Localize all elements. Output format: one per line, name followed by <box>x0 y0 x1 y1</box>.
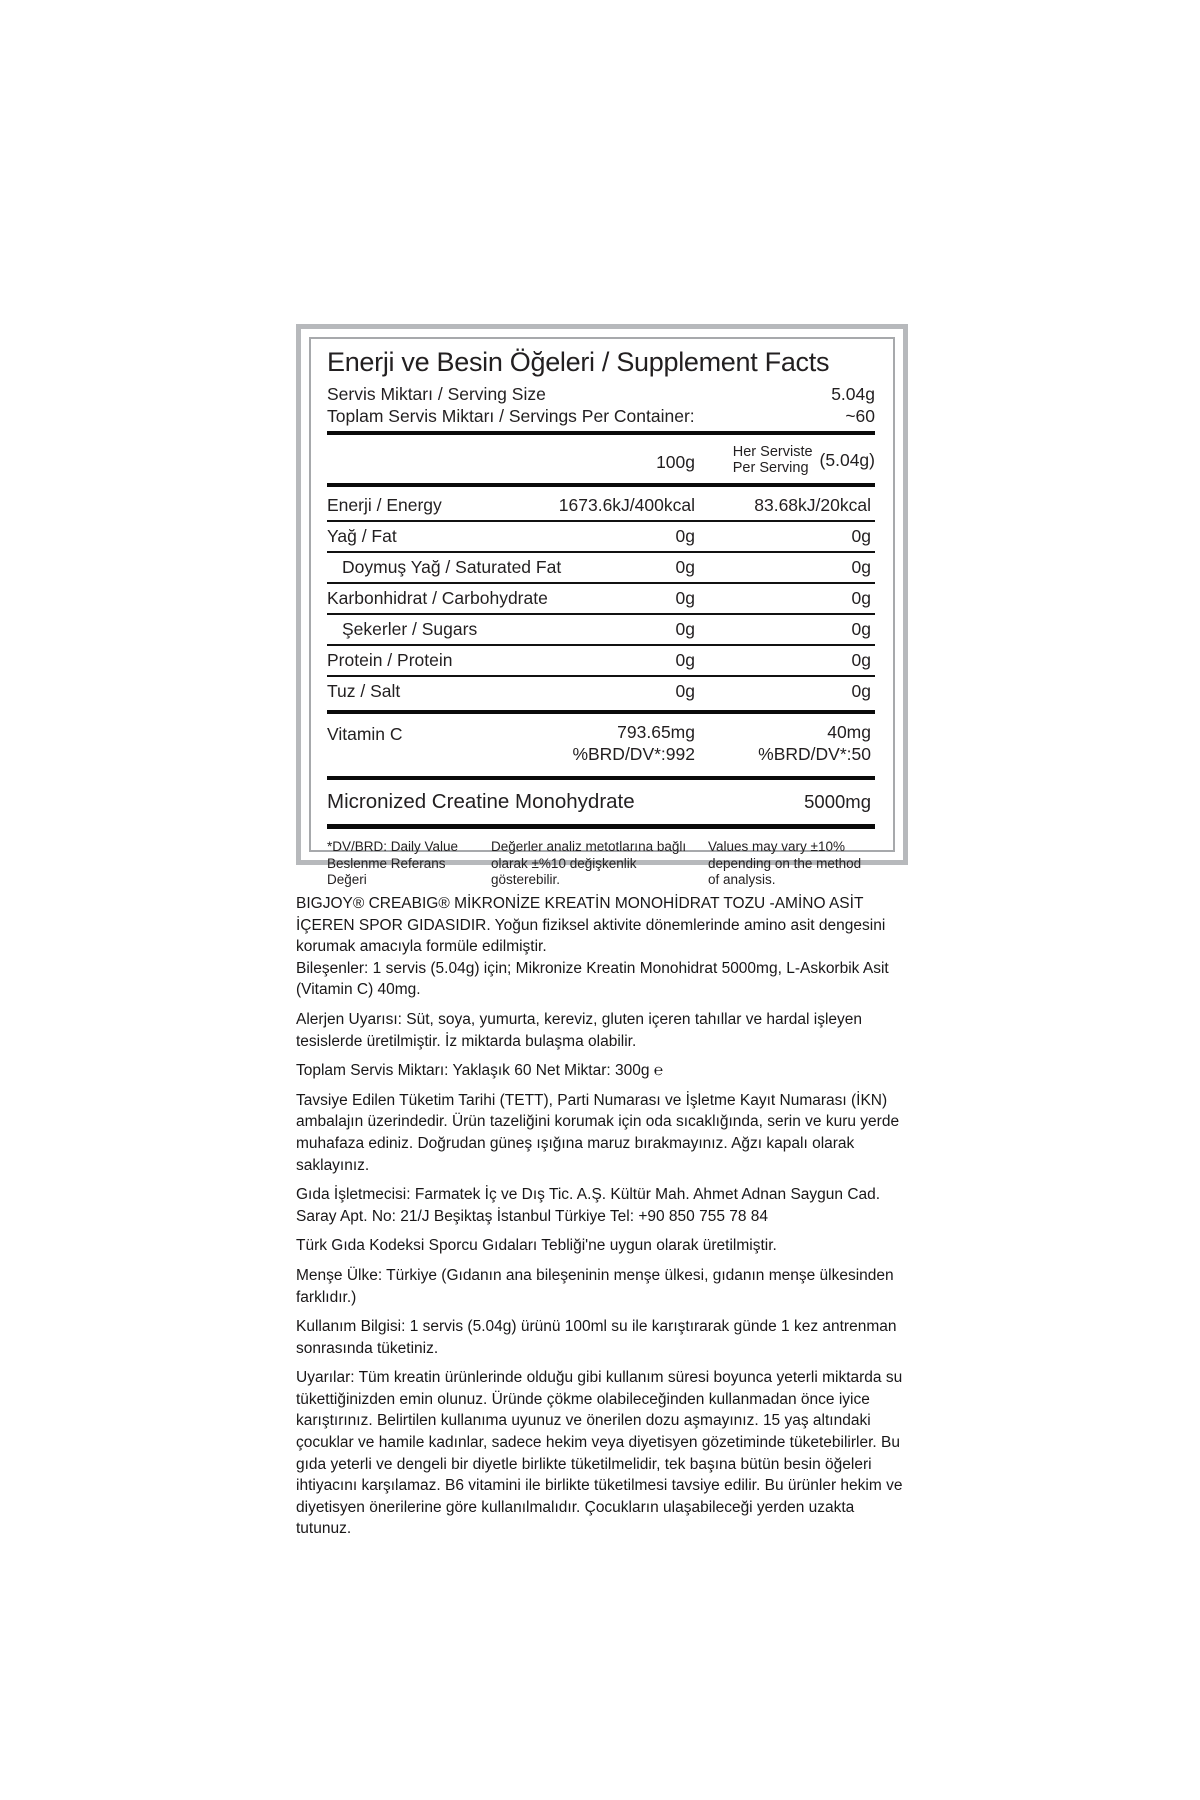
nutrient-label: Doymuş Yağ / Saturated Fat <box>342 557 562 577</box>
col-header-serving-grams: (5.04g) <box>819 450 875 470</box>
nutrient-value-100g: 0g <box>675 681 695 701</box>
divider-thick <box>327 431 875 435</box>
nutrient-value-serving: 83.68kJ/20kcal <box>754 495 871 515</box>
nutrient-value-100g: 0g <box>675 619 695 639</box>
nutrient-row-protein <box>327 646 875 677</box>
footnote-variance-en: Values may vary ±10% depending on the method of analysis. <box>708 839 862 887</box>
ingredients-paragraph: Bileşenler: 1 servis (5.04g) için; Mikronize Kreatin Monohidrat 5000mg, L-Askorbik Asit (Vitamin C) 40mg. <box>296 959 889 999</box>
divider-thick <box>327 824 875 829</box>
food-operator-paragraph: Gıda İşletmecisi: Farmatek İç ve Dış Tic. A.Ş. Kültür Mah. Ahmet Adnan Saygun Cad. Saray Apt. No: 21/J Beşiktaş İstanbul Türkiye Tel: +90 850 755 78 84 <box>296 1186 881 1225</box>
serving-size-row <box>327 383 875 405</box>
nutrient-value-serving: 0g <box>851 557 871 577</box>
supplement-facts-inner-frame <box>309 337 895 887</box>
nutrient-row-vitamin-c <box>327 718 875 772</box>
creatine-row <box>327 784 875 820</box>
vitamin-c-daily-values <box>327 743 875 765</box>
usage-info-paragraph: Kullanım Bilgisi: 1 servis (5.04g) ürünü 100ml su ile karıştırarak günde 1 kez antrenman sonrasında tüketiniz. <box>296 1318 897 1357</box>
vitamin-c-amounts <box>327 721 875 743</box>
nutrient-value-serving: 0g <box>851 588 871 608</box>
creatine-value: 5000mg <box>804 791 871 812</box>
nutrient-value-100g: 0g <box>675 588 695 608</box>
nutrient-row-salt <box>327 677 875 706</box>
col-header-line1: Her Serviste <box>732 444 813 460</box>
nutrient-label: Vitamin C <box>327 724 403 744</box>
nutrient-value-100g: 0g <box>675 526 695 546</box>
col-header-100g: 100g <box>656 452 695 472</box>
nutrient-row-sugars <box>327 615 875 646</box>
divider-thick <box>327 483 875 487</box>
serving-size-value: 5.04g <box>831 384 875 404</box>
servings-per-container-label: Toplam Servis Miktarı / Servings Per Container: <box>327 406 695 426</box>
servings-per-container-value: ~60 <box>845 406 875 426</box>
nutrient-label: Tuz / Salt <box>327 681 401 701</box>
nutrient-row-fat <box>327 522 875 553</box>
nutrient-label: Enerji / Energy <box>327 495 442 515</box>
vitamin-c-dv-100g: %BRD/DV*:992 <box>572 744 695 764</box>
warnings-paragraph: Uyarılar: Tüm kreatin ürünlerinde olduğu gibi kullanım süresi boyunca yeterli miktarda su tükettiğinizden emin olunuz. Üründe çökme olabileceğinden kullanmadan önce iyice karıştırınız. Belirtilen kullanıma uyunuz ve önerilen dozu aşmayınız. 15 yaş altındaki çocuklar ve hamile kadınlar, sadece hekim veya diyetisyen gözetiminde tüketebilirler. Bu gıda yeterli ve dengeli bir diyetle birlikte tüketilmelidir, tek başına bütün besin öğeleri ihtiyacını karşılamaz. B6 vitamini ile birlikte tüketilmesi tavsiye edilir. Bu ürünler hekim ve diyetisyen önerilerine göre kullanılmalıdır. Çocukların ulaşabileceği yerden uzakta tutunuz. <box>296 1369 903 1538</box>
col-header-per-serving <box>733 445 875 476</box>
creatine-label: Micronized Creatine Monohydrate <box>327 790 635 813</box>
supplement-facts-panel <box>296 324 908 887</box>
column-header-row <box>327 439 875 479</box>
nutrient-value-100g: 0g <box>675 650 695 670</box>
nutrient-value-100g: 1673.6kJ/400kcal <box>558 495 695 515</box>
nutrient-value-100g: 0g <box>675 557 695 577</box>
nutrient-value-serving: 0g <box>851 526 871 546</box>
vitamin-c-100g: 793.65mg <box>617 722 695 742</box>
divider-thick <box>327 776 875 780</box>
nutrient-label: Karbonhidrat / Carbohydrate <box>327 588 548 608</box>
storage-paragraph: Tavsiye Edilen Tüketim Tarihi (TETT), Parti Numarası ve İşletme Kayıt Numarası (İKN) ambalajın üzerindedir. Ürün tazeliğini korumak için oda sıcaklığında, serin ve kuru yerde muhafaza ediniz. Doğrudan güneş ışığına maruz bırakmayınız. Ağzı kapalı olarak saklayınız. <box>296 1091 900 1174</box>
product-description-paragraph: BIGJOY® CREABIG® MİKRONİZE KREATİN MONOHİDRAT TOZU -AMİNO ASİT İÇEREN SPOR GIDASIDIR. Yoğun fiziksel aktivite dönemlerinde amino asit dengesini korumak amacıyla formüle edilmiştir. <box>296 895 886 956</box>
footnote-dv-definition: *DV/BRD: Daily Value Beslenme Referans Değeri <box>327 839 459 887</box>
nutrient-value-serving: 0g <box>851 619 871 639</box>
nutrient-row-energy <box>327 491 875 522</box>
vitamin-c-serving: 40mg <box>827 722 871 742</box>
regulatory-text-block <box>296 893 912 1548</box>
nutrient-label: Şekerler / Sugars <box>342 619 478 639</box>
nutrient-row-carbohydrate <box>327 584 875 615</box>
codex-compliance-paragraph: Türk Gıda Kodeksi Sporcu Gıdaları Tebliği'ne uygun olarak üretilmiştir. <box>296 1237 777 1255</box>
nutrient-row-saturated-fat <box>327 553 875 584</box>
footnote-variance-tr: Değerler analiz metotlarına bağlı olarak ±%10 değişkenlik gösterebilir. <box>491 839 687 887</box>
divider-thick <box>327 710 875 714</box>
nutrient-value-serving: 0g <box>851 650 871 670</box>
col-header-line2: Per Serving <box>732 459 809 476</box>
nutrient-label: Yağ / Fat <box>327 526 397 546</box>
net-quantity-paragraph: Toplam Servis Miktarı: Yaklaşık 60 Net Miktar: 300g ℮ <box>296 1062 664 1080</box>
vitamin-c-dv-serving: %BRD/DV*:50 <box>758 744 871 764</box>
footnote-row <box>327 833 875 891</box>
servings-per-container-row <box>327 405 875 427</box>
panel-title: Enerji ve Besin Öğeleri / Supplement Facts <box>327 347 830 377</box>
nutrient-label: Protein / Protein <box>327 650 453 670</box>
allergen-warning-paragraph: Alerjen Uyarısı: Süt, soya, yumurta, kereviz, gluten içeren tahıllar ve hardal işleyen tesislerde üretilmiştir. İz miktarda bulaşma olabilir. <box>296 1010 863 1050</box>
col-header-per-serving-text <box>733 445 813 476</box>
nutrient-value-serving: 0g <box>851 681 871 701</box>
serving-size-label: Servis Miktarı / Serving Size <box>327 384 546 404</box>
country-of-origin-paragraph: Menşe Ülke: Türkiye (Gıdanın ana bileşeninin menşe ülkesi, gıdanın menşe ülkesinden farklıdır.) <box>296 1266 894 1306</box>
